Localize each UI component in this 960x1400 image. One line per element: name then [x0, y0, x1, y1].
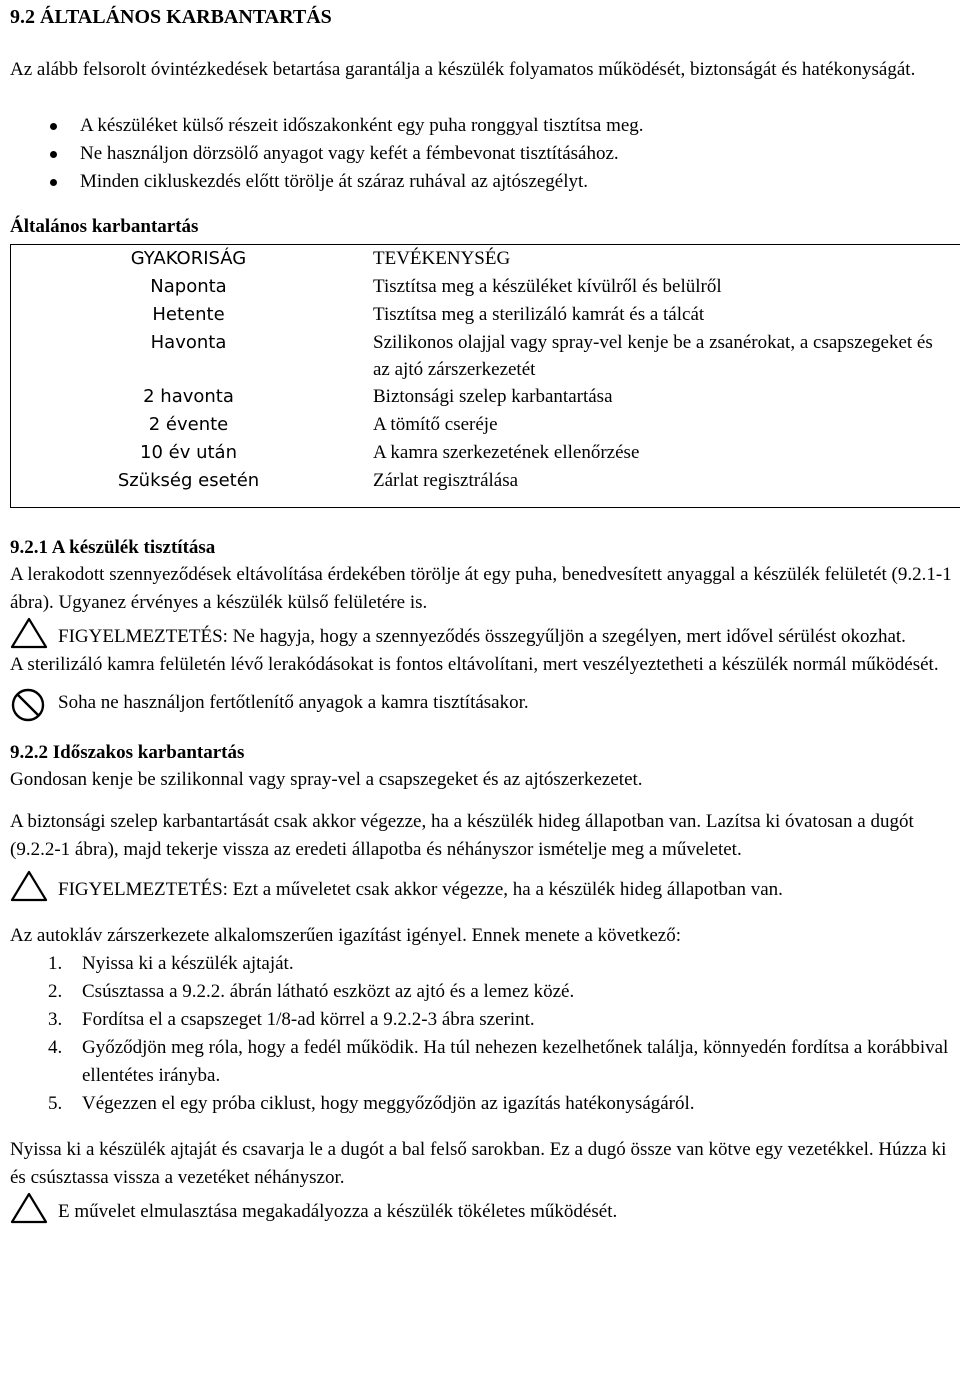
cell-frequency: 10 év után	[140, 441, 237, 463]
list-item: 1. Nyissa ki a készülék ajtaját.	[48, 952, 294, 974]
paragraph: A biztonsági szelep karbantartását csak akkor végezze, ha a készülék hideg állapotban van. Lazítsa ki óvatosan a dugót (9.2.2-1 ábra), majd tekerje vissza az eredeti állapotba és néhányszor ismételje meg a műveletet.	[10, 810, 914, 860]
cell-activity: Tisztítsa meg a készüléket kívülről és belülről	[373, 275, 722, 297]
warning-triangle-icon	[10, 617, 48, 658]
prohibition-note: Soha ne használjon fertőtlenítő anyagok a kamra tisztításakor.	[10, 689, 955, 717]
list-item: 2. Csúsztassa a 9.2.2. ábrán látható eszközt az ajtó és a lemez közé.	[48, 980, 575, 1002]
list-item: Ne használjon dörzsölő anyagot vagy kefét a fémbevonat tisztításához.	[80, 140, 955, 168]
table-row	[11, 383, 960, 411]
list-item: 4. Győződjön meg róla, hogy a fedél működik. Ha túl nehezen kezelhetőnek találja, könnyedén fordítsa a korábbival ellentétes irányba.	[48, 1036, 949, 1086]
table-row	[11, 467, 960, 495]
cell-frequency: Havonta	[150, 331, 227, 353]
maintenance-table	[10, 244, 960, 508]
section-9-2-2	[10, 739, 955, 1226]
bullet-icon	[50, 179, 57, 186]
table-header-row	[11, 244, 960, 273]
table-row	[11, 411, 960, 439]
cell-activity: Zárlat regisztrálása	[373, 469, 519, 491]
document-page	[10, 0, 955, 1226]
cell-activity: Tisztítsa meg a sterilizáló kamrát és a tálcát	[373, 303, 705, 325]
cell-activity: A kamra szerkezetének ellenőrzése	[373, 441, 640, 463]
warning-triangle-icon	[10, 1192, 48, 1233]
paragraph: A sterilizáló kamra felületén lévő lerakódásokat is fontos eltávolítani, mert veszélyeztetheti a készülék normál működését.	[10, 653, 939, 675]
warning-note: FIGYELMEZTETÉS: Ne hagyja, hogy a szennyeződés összegyűljön a szegélyen, mert idővel sérülést okozhat.	[10, 623, 955, 651]
section-9-2-1	[10, 534, 955, 717]
list-item: 5. Végezzen el egy próba ciklust, hogy meggyőződjön az igazítás hatékonyságáról.	[48, 1092, 695, 1114]
cell-frequency: Hetente	[152, 303, 225, 325]
table-row	[11, 329, 960, 383]
paragraph: Gondosan kenje be szilikonnal vagy spray-vel a csapszegeket és az ajtószerkezetet.	[10, 768, 643, 790]
list-item: 3. Fordítsa el a csapszeget 1/8-ad körrel a 9.2.2-3 ábra szerint.	[48, 1008, 535, 1030]
adjustment-steps	[10, 950, 955, 1118]
warning-note: FIGYELMEZTETÉS: Ezt a műveletet csak akkor végezze, ha a készülék hideg állapotban van.	[10, 876, 955, 904]
warning-triangle-icon	[10, 870, 48, 911]
table-row	[11, 273, 960, 301]
cell-activity: Szilikonos olajjal vagy spray-vel kenje be a zsanérokat, a csapszegeket és az ajtó zárszerkezetét	[373, 331, 933, 380]
page-heading: 9.2 ÁLTALÁNOS KARBANTARTÁS	[10, 6, 332, 28]
paragraph: Nyissa ki a készülék ajtaját és csavarja le a dugót a bal felső sarokban. Ez a dugó össze van kötve egy vezetékkel. Húzza ki és csúsztassa vissza a vezetéket néhányszor.	[10, 1138, 947, 1188]
cell-frequency: 2 havonta	[143, 385, 234, 407]
cell-frequency: Naponta	[150, 275, 227, 297]
prohibited-icon	[10, 687, 46, 732]
precautions-list	[10, 112, 955, 196]
table-row	[11, 301, 960, 329]
cell-activity: A tömítő cseréje	[373, 413, 498, 435]
table-title: Általános karbantartás	[10, 216, 199, 237]
table-row	[11, 439, 960, 467]
warning-note: E művelet elmulasztása megakadályozza a készülék tökéletes működését.	[10, 1198, 955, 1226]
table-spacer-row	[11, 495, 960, 508]
paragraph: Az autokláv zárszerkezete alkalomszerűen igazítást igényel. Ennek menete a következő:	[10, 924, 682, 946]
bullet-icon	[50, 151, 57, 158]
section-title: 9.2.1 A készülék tisztítása	[10, 536, 216, 558]
bullet-icon	[50, 123, 57, 130]
header-activity: TEVÉKENYSÉG	[373, 247, 511, 269]
paragraph: A lerakodott szennyeződések eltávolítása érdekében törölje át egy puha, benedvesített anyaggal a készülék felületét (9.2.1-1 ábra). Ugyanez érvényes a készülék külső felületére is.	[10, 563, 952, 613]
intro-paragraph: Az alább felsorolt óvintézkedések betartása garantálja a készülék folyamatos működését, biztonságát és hatékonyságát.	[10, 59, 916, 80]
cell-frequency: Szükség esetén	[117, 469, 260, 491]
header-frequency: GYAKORISÁG	[130, 247, 247, 269]
list-item: A készüléket külső részeit időszakonként egy puha ronggyal tisztítsa meg.	[80, 112, 955, 140]
list-item: Minden cikluskezdés előtt törölje át száraz ruhával az ajtószegélyt.	[80, 168, 955, 196]
cell-frequency: 2 évente	[148, 413, 229, 435]
section-title: 9.2.2 Időszakos karbantartás	[10, 741, 245, 763]
cell-activity: Biztonsági szelep karbantartása	[373, 385, 613, 407]
